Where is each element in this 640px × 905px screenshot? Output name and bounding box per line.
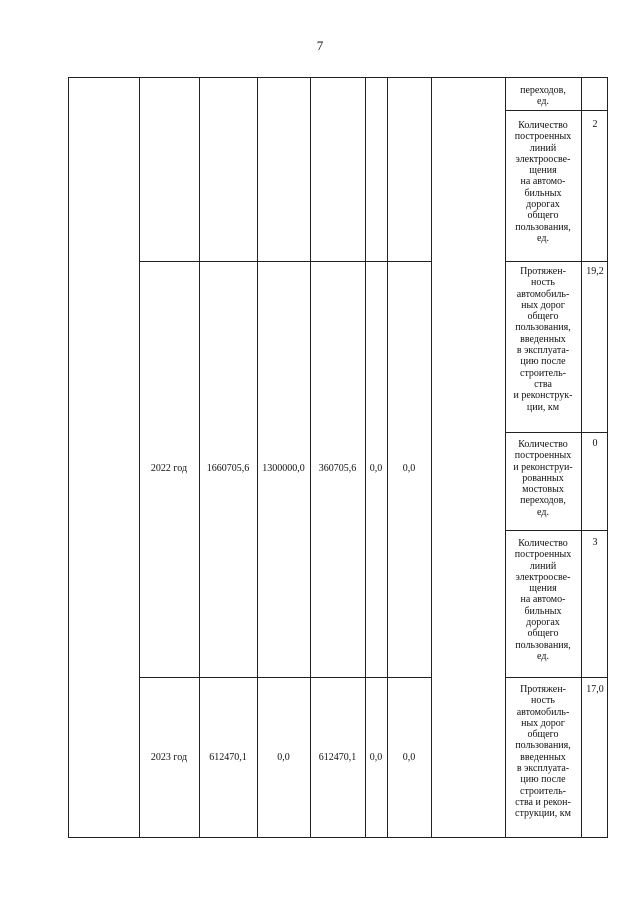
total-cell: 612470,1 (209, 752, 247, 763)
local-cell: 0,0 (369, 752, 383, 763)
year-cell: 2023 год (150, 752, 188, 763)
regional-cell: 360705,6 (318, 463, 357, 474)
indicator-value: 3 (592, 537, 598, 548)
federal-cell: 1300000,0 (262, 463, 305, 474)
indicator-value: 2 (592, 119, 598, 130)
indicator-cell: переходов, ед. (520, 85, 566, 108)
total-cell: 1660705,6 (206, 463, 250, 474)
indicator-value: 19,2 (586, 266, 604, 277)
indicator-cell: Количество построенных и реконструи- рованных мостовых переходов, ед. (513, 439, 573, 518)
year-cell: 2022 год (150, 463, 188, 474)
regional-cell: 612470,1 (318, 752, 357, 763)
indicator-cell: Количество построенных линий электроосве- щения на автомо- бильных дорогах общего пользования, ед. (514, 538, 572, 662)
indicator-value: 0 (592, 438, 598, 449)
indicator-cell: Протяжен- ность автомобиль- ных дорог общего пользования, введенных в эксплуата- цию после строитель- ства и реконструк- ции, км (513, 266, 573, 413)
indicator-value: 17,0 (586, 684, 604, 695)
indicator-cell: Количество построенных линий электроосве- щения на автомо- бильных дорогах общего пользования, ед. (514, 120, 572, 244)
other-cell: 0,0 (402, 463, 416, 474)
other-cell: 0,0 (402, 752, 416, 763)
page-number: 7 (316, 38, 324, 53)
indicator-cell: Протяжен- ность автомобиль- ных дорог общего пользования, введенных в эксплуата- цию после строитель- ства и рекон- струкции, км (515, 684, 571, 820)
federal-cell: 0,0 (277, 752, 290, 763)
local-cell: 0,0 (369, 463, 383, 474)
